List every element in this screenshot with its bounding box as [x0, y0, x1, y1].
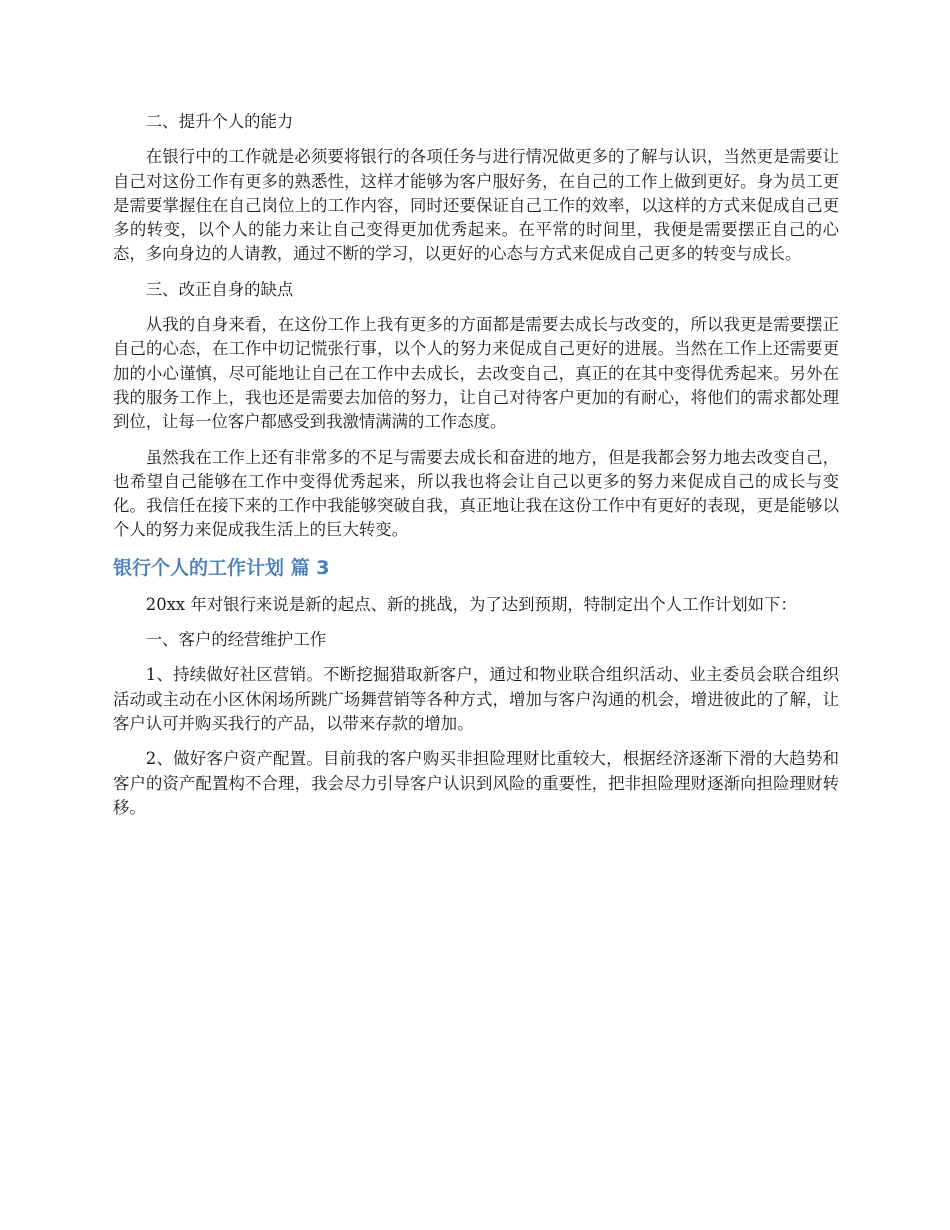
section-heading: 二、提升个人的能力 — [145, 112, 294, 131]
article-title: 银行个人的工作计划 篇 3 — [113, 556, 330, 579]
section-heading: 三、改正自身的缺点 — [145, 279, 294, 299]
list-item: 2、做好客户资产配置。目前我的客户购买非担险理财比重较大，根据经济逐渐下滑的大趋势和客户的资产配置构不合理，我会尽力引导客户认识到风险的重要性，把非担险理财逐渐向担险理财转移。 — [113, 749, 839, 817]
paragraph: 从我的自身来看，在这份工作上我有更多的方面都是需要去成长与改变的，所以我更是需要摆正自己的心态，在工作中切记慌张行事，以个人的努力来促成自己更好的进展。当然在工作上还需要更加的小心谨慎，尽可能地让自己在工作中去成长，去改变自己，真正的在其中变得优秀起来。另外在我的服务工作上，我也还是需要去加倍的努力，让自己对待客户更加的有耐心，将他们的需求都处理到位，让每一位客户都感受到我激情满满的工作态度。 — [113, 315, 839, 432]
section-heading: 一、客户的经营维护工作 — [145, 630, 327, 650]
paragraph: 虽然我在工作上还有非常多的不足与需要去成长和奋进的地方，但是我都会努力地去改变自己，也希望自己能够在工作中变得优秀起来，所以我也将会让自己以更多的努力来促成自己的成长与变化。我信任在接下来的工作中我能够突破自我，真正地让我在这份工作中有更好的表现，更是能够以个人的努力来促成我生活上的巨大转变。 — [113, 447, 839, 540]
list-item: 1、持续做好社区营销。不断挖掘猎取新客户，通过和物业联合组织活动、业主委员会联合组织活动或主动在小区休闲场所跳广场舞营销等各种方式，增加与客户沟通的机会，增进彼此的了解，让客户认可并购买我行的产品，以带来存款的增加。 — [113, 665, 839, 733]
paragraph: 在银行中的工作就是必须要将银行的各项任务与进行情况做更多的了解与认识，当然更是需要让自己对这份工作有更多的熟悉性，这样才能够为客户服好务，在自己的工作上做到更好。身为员工更是需要掌握住在自己岗位上的工作内容，同时还要保证自己工作的效率，以这样的方式来促成自己更多的转变，以个人的能力来让自己变得更加优秀起来。在平常的时间里，我便是需要摆正自己的心态，多向身边的人请教，通过不断的学习，以更好的心态与方式来促成自己更多的转变与成长。 — [113, 147, 839, 264]
paragraph: 20xx 年对银行来说是新的起点、新的挑战，为了达到预期，特制定出个人工作计划如下： — [145, 594, 797, 614]
document-page — [113, 110, 839, 831]
